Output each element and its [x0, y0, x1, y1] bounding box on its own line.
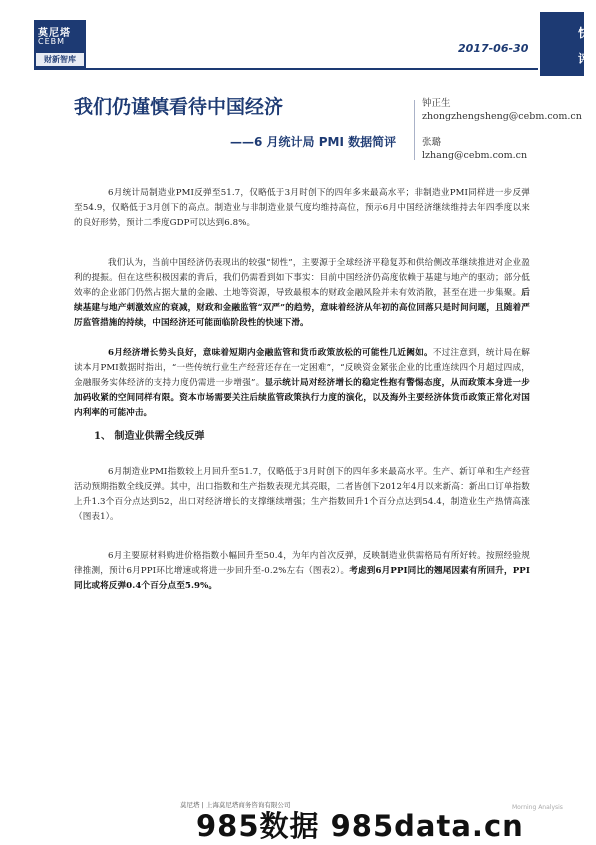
site-watermark: 985数据 985data.cn [196, 809, 524, 843]
footer-source: 莫尼塔 | 上海莫尼塔商务咨询有限公司 [180, 801, 291, 809]
author-divider [414, 100, 415, 160]
section-heading: 1、 制造业供需全线反弹 [94, 431, 205, 442]
author-name-2: 张璐 [422, 137, 442, 148]
company-logo [34, 20, 86, 68]
report-type-badge [540, 12, 590, 76]
logo-en: CEBM [38, 37, 66, 46]
page-subtitle: ——6 月统计局 PMI 数据简评 [230, 135, 397, 149]
logo-sub: 财新智库 [36, 53, 84, 66]
paragraph-manufacturing: 6月制造业PMI指数较上月回升至51.7，仅略低于3月时创下的四年多来最高水平。生产、新订单和生产经营活动预期指数全线反弹。其中，出口指数和生产指数表现尤其亮眼，二者皆创下2012年4月以来新高：新出口订单指数上升1.3个百分点达到52，出口对经济增长的支撑继续增强；生产指数回升1个百分点达到54.4，制造业生产热情高涨（图表1）。 [74, 467, 530, 522]
paragraph-policy-lead: 6月经济增长势头良好，意味着短期内金融监管和货币政策放松的可能性几近阙如。 [108, 348, 433, 358]
badge-char-2: 评 [577, 52, 590, 66]
paragraph-summary: 6月统计局制造业PMI反弹至51.7，仅略低于3月时创下的四年多来最高水平；非制造业PMI同样进一步反弹至54.9，仅略低于3月创下的高点。制造业与非制造业景气度均维持高位，预示6月中国经济继续维持去年四季度以来的良好形势，预计二季度GDP可以达到6.8%。 [74, 188, 530, 228]
paragraph-prices-emphasis: 考虑到6月PPI同比的翘尾因素有所回升，PPI同比或将反弹0.4个百分点至5.9%。 [74, 566, 530, 591]
author-email-2[interactable]: lzhang@cebm.com.cn [422, 150, 528, 161]
page-title: 我们仍谨慎看待中国经济 [74, 96, 284, 118]
author-name-1: 钟正生 [422, 98, 451, 109]
paragraph-policy [74, 346, 530, 421]
paragraph-view-text: 我们认为，当前中国经济仍表现出的较强“韧性”，主要源于全球经济平稳复苏和供给侧改革继续推进对企业盈利的提振。但在这些积极因素的背后，我们仍需看到如下事实：目前中国经济仍高度依赖于基建与地产的驱动；部分低效率的企业部门仍然占据大量的金融、土地等资源，导致最根本的财政金融风险并未有效消散，甚至在进一步集聚。 [74, 258, 530, 298]
author-email-1[interactable]: zhongzhengsheng@cebm.com.cn [422, 111, 582, 122]
paragraph-prices-text: 6月主要原材料购进价格指数小幅回升至50.4，为年内首次反弹，反映制造业供需格局有所好转。按照经验规律推测，预计6月PPI环比增速或将进一步回升至-0.2%左右（图表2）。 [74, 551, 530, 576]
paragraph-policy-text: 不过注意到，统计局在解读本月PMI数据时指出，“一些传统行业生产经营还存在一定困难”，“反映资金紧张企业的比重连续四个月超过四成，金融服务实体经济的支持力度仍需进一步增强”。 [74, 348, 530, 388]
header-divider [34, 68, 538, 70]
paragraph-view [74, 256, 530, 331]
paragraph-prices [74, 549, 530, 594]
logo-cn: 莫尼塔 [38, 28, 71, 39]
footer-mark: Morning Analysis [512, 804, 563, 811]
report-date: 2017-06-30 [458, 42, 529, 55]
paragraph-policy-emphasis: 显示统计局对经济增长的稳定性抱有警惕态度，从而政策本身进一步加码收紧的空间同样有限。资本市场需要关注后续监管政策执行力度的演化，以及海外主要经济体货币政策正常化对国内利率的可能冲击。 [74, 378, 530, 418]
paragraph-view-emphasis: 后续基建与地产刺激效应的衰减，财政和金融监管“双严”的趋势，意味着经济从年初的高位回落只是时间问题，且随着严厉监管措施的持续，中国经济还可能面临阶段性的快速下滑。 [74, 288, 530, 328]
badge-char-1: 快 [577, 26, 590, 40]
